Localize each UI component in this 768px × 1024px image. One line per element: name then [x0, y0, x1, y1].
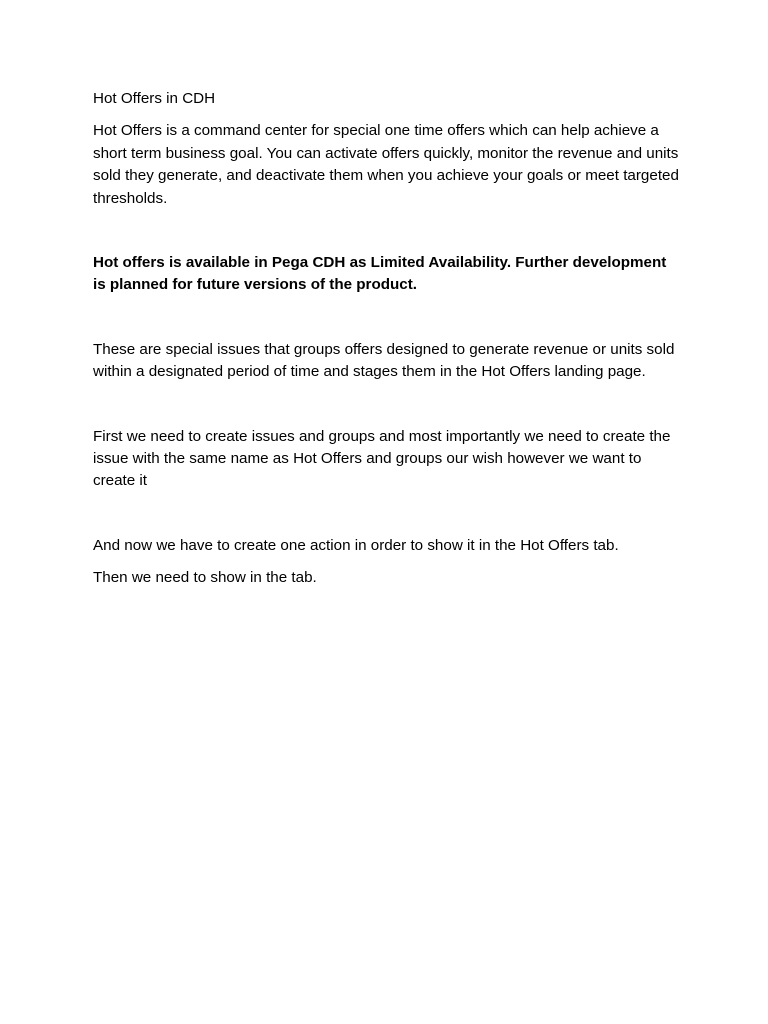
paragraph-create-action: And now we have to create one action in order to show it in the Hot Offers tab. [93, 536, 619, 554]
paragraph-availability-note: Hot offers is available in Pega CDH as Limited Availability. Further development is planned for future versions of the product. [93, 254, 667, 294]
paragraph-show-tab: Then we need to show in the tab. [93, 569, 317, 587]
paragraph-special-issues: These are special issues that groups offers designed to generate revenue or units sold within a designated period of time and stages them in the Hot Offers landing page. [93, 340, 675, 381]
document-page [93, 88, 683, 590]
document-title: Hot Offers in CDH [93, 90, 216, 107]
paragraph-create-issues: First we need to create issues and groups and most importantly we need to create the issue with the same name as Hot Offers and groups our wish however we want to create it [93, 427, 671, 490]
paragraph-intro: Hot Offers is a command center for special one time offers which can help achieve a short term business goal. You can activate offers quickly, monitor the revenue and units sold they generate, and deactivate them when you achieve your goals or meet targeted thresholds. [93, 122, 679, 207]
